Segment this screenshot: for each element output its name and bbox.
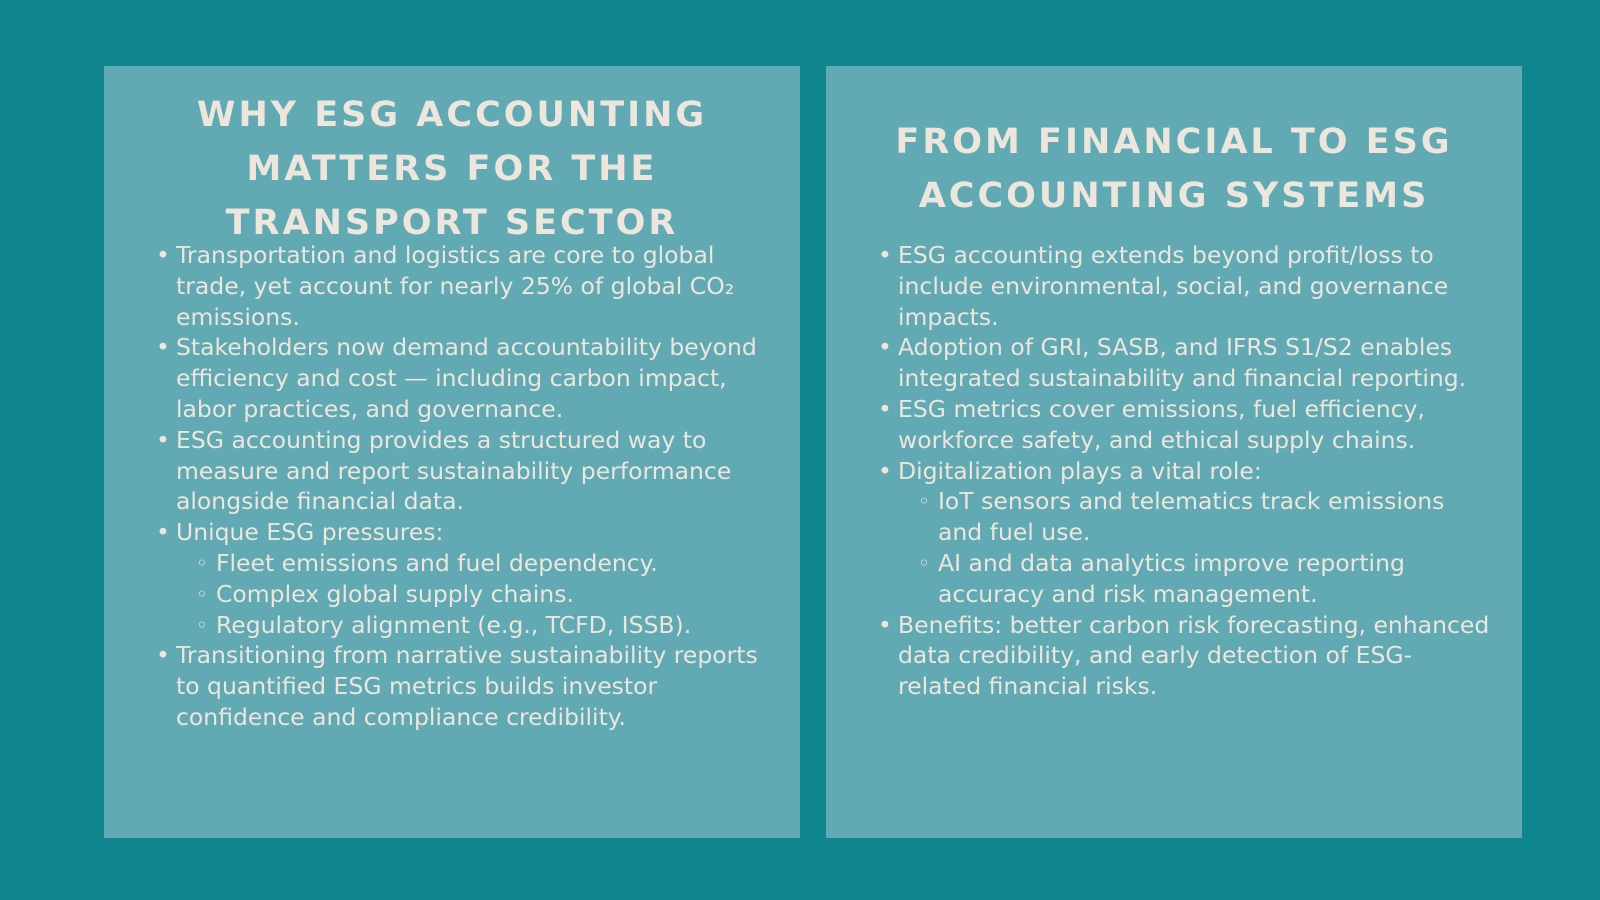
bullet-item: • Transportation and logistics are core to global trade, yet account for nearly 25% of global CO₂ emissions.	[156, 240, 772, 332]
sub-bullet-item: ◦ IoT sensors and telematics track emissions and fuel use.	[898, 486, 1494, 548]
bullet-item: • ESG accounting extends beyond profit/loss to include environmental, social, and governance impacts.	[878, 240, 1494, 332]
left-panel-title: WHY ESG ACCOUNTING MATTERS FOR THE TRANSPORT SECTOR	[196, 95, 708, 243]
sub-bullet-item: ◦ Fleet emissions and fuel dependency.	[176, 548, 772, 579]
bullet-item-digitalization	[878, 456, 1494, 610]
right-bullet-list	[878, 240, 1494, 702]
right-panel-title: FROM FINANCIAL TO ESG ACCOUNTING SYSTEMS	[895, 122, 1453, 216]
digitalization-sublist	[898, 486, 1494, 609]
bullet-item: • ESG accounting provides a structured way to measure and report sustainability performance alongside financial data.	[156, 425, 772, 517]
bullet-item: • Transitioning from narrative sustainability reports to quantified ESG metrics builds investor confidence and compliance credibility.	[156, 640, 772, 732]
left-bullet-list	[156, 240, 772, 733]
sub-bullet-item: ◦ AI and data analytics improve reporting accuracy and risk management.	[898, 548, 1494, 610]
left-panel	[104, 66, 800, 838]
bullet-text: Digitalization plays a vital role:	[898, 456, 1262, 485]
bullet-item-esg-pressures	[156, 517, 772, 640]
bullet-item: • Adoption of GRI, SASB, and IFRS S1/S2 enables integrated sustainability and financial reporting.	[878, 332, 1494, 394]
bullet-text: Unique ESG pressures:	[176, 518, 444, 547]
right-panel	[826, 66, 1522, 838]
bullet-item: • Stakeholders now demand accountability beyond efficiency and cost — including carbon impact, labor practices, and governance.	[156, 332, 772, 424]
sub-bullet-item: ◦ Regulatory alignment (e.g., TCFD, ISSB).	[176, 610, 772, 641]
bullet-item: • ESG metrics cover emissions, fuel efficiency, workforce safety, and ethical supply chains.	[878, 394, 1494, 456]
esg-pressures-sublist	[176, 548, 772, 640]
bullet-item: • Benefits: better carbon risk forecasting, enhanced data credibility, and early detection of ESG-related financial risks.	[878, 610, 1494, 702]
sub-bullet-item: ◦ Complex global supply chains.	[176, 579, 772, 610]
